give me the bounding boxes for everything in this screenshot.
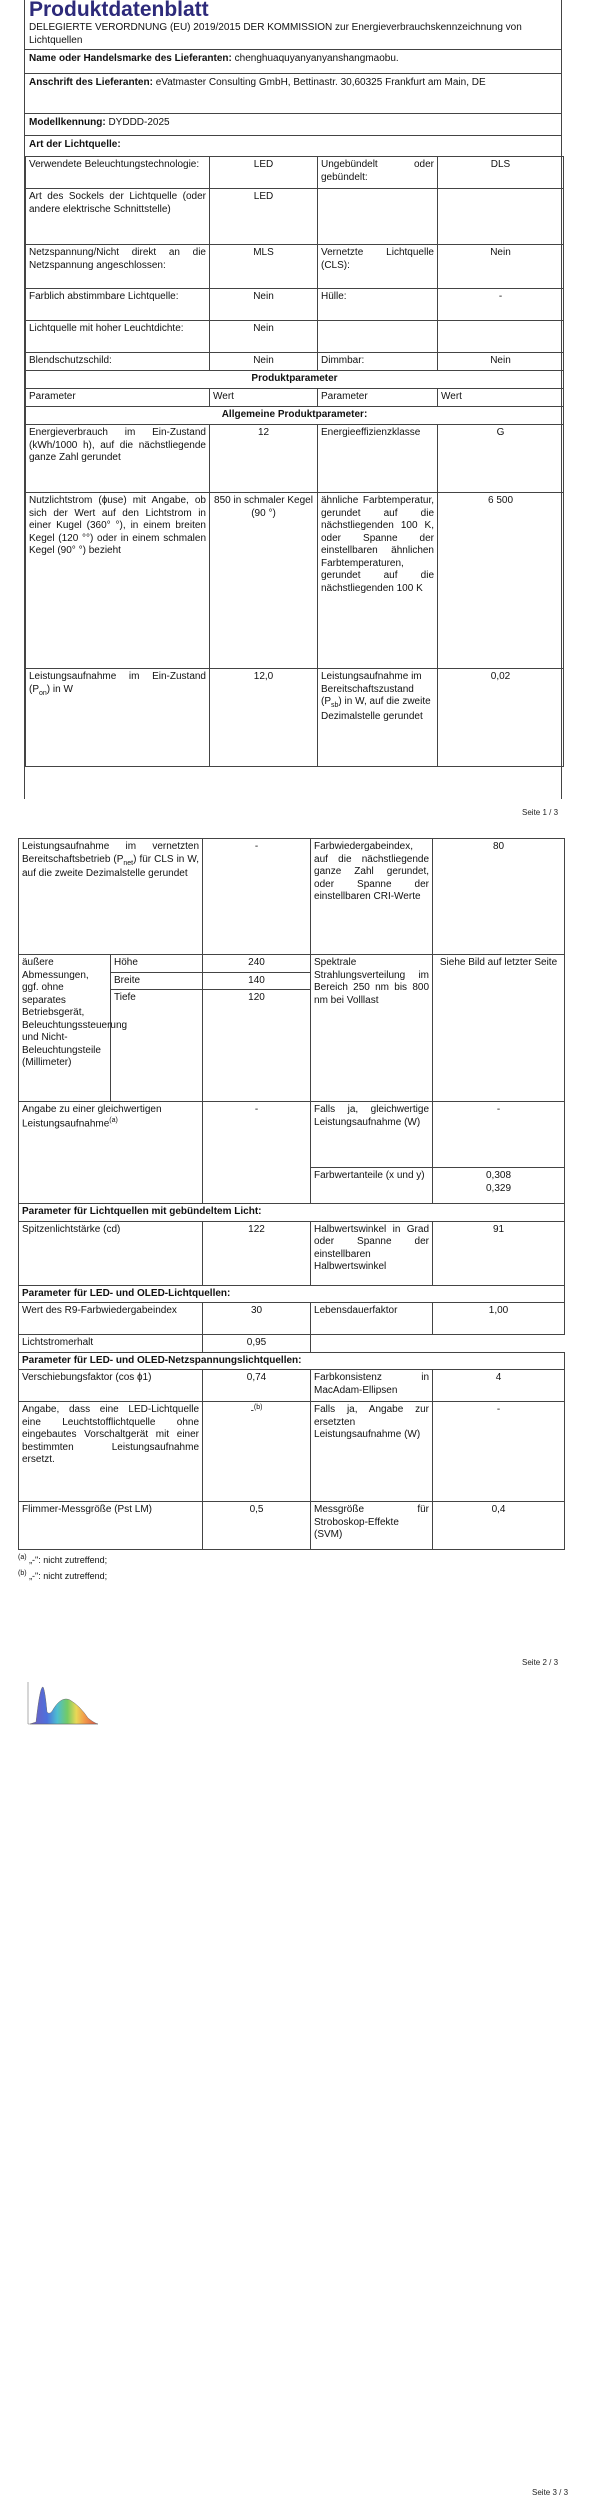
equiv-power-label: Falls ja, gleichwertige Leistungsaufnahme (W) [311, 1102, 433, 1168]
supplier-address-row [25, 74, 561, 114]
beam-angle-label: Halbwertswinkel in Grad oder Spanne der einstellbaren Halbwertswinkel [311, 1221, 433, 1285]
column-header: Wert [210, 389, 318, 407]
replacement-power-label: Falls ja, Angabe zur ersetzten Leistungsaufnahme (W) [311, 1402, 433, 1502]
dims-depth-label: Tiefe [111, 990, 203, 1102]
led-header: Parameter für LED- und OLED-Lichtquellen: [19, 1285, 565, 1303]
column-header-row [26, 389, 564, 407]
page-2-frame [18, 838, 564, 1583]
dimensions-label: äußere Abmessungen, ggf. ohne separates Betriebsgerät, Beleuchtungssteuerung und Nicht-Beleuchtungsteile (Millimeter) [19, 955, 111, 1102]
row-value: - [438, 289, 564, 321]
row-value: 6 500 [438, 493, 564, 669]
supplier-name-label: Name oder Handelsmarke des Lieferanten: [29, 53, 232, 64]
table-row [19, 1335, 565, 1353]
table-row [19, 1303, 565, 1335]
spd-value: Siehe Bild auf letzter Seite [433, 955, 565, 1102]
dims-depth-value: 120 [203, 990, 311, 1102]
row-label: Ungebündelt oder gebündelt: [318, 157, 438, 189]
header-block [25, 0, 561, 50]
row-label [318, 321, 438, 353]
product-params-header: Produktparameter [26, 371, 564, 389]
row-label: Nutzlichtstrom (ɸuse) mit Angabe, ob sich der Wert auf den Lichtstrom in einer Kugel (360° °), in einem breiten Kegel (120 °°) oder in einem schmalen Kegel (90° °) bezieht [26, 493, 210, 669]
footnote-b: $^{(b)}$ „-": nicht zutreffend; [18, 1570, 108, 1582]
row-value: 12 [210, 425, 318, 493]
model-value: DYDDD-2025 [108, 117, 170, 128]
row-label: Energieverbrauch im Ein-Zustand (kWh/1000 h), auf die nächstliegende ganze Zahl gerundet [26, 425, 210, 493]
replacement-power-value: - [433, 1402, 565, 1502]
column-header: Wert [438, 389, 564, 407]
svm-value: 0,4 [433, 1502, 565, 1550]
equiv-value: - [203, 1102, 311, 1204]
lumen-maintenance-label: Lichtstromerhalt [19, 1335, 203, 1353]
row-label: Lichtquelle mit hoher Leuchtdichte: [26, 321, 210, 353]
light-source-type-row [25, 136, 561, 156]
net-standby-value: - [203, 839, 311, 955]
table-row [26, 189, 564, 245]
table-row [26, 157, 564, 189]
standby-power-value: 0,02 [438, 669, 564, 767]
flicker-value: 0,5 [203, 1502, 311, 1550]
mains-header: Parameter für LED- und OLED-Netzspannungslichtquellen: [19, 1352, 565, 1370]
lumen-maintenance-value: 0,95 [203, 1335, 311, 1353]
row-label: Netzspannung/Nicht direkt an die Netzspannung angeschlossen: [26, 245, 210, 289]
row-label: Hülle: [318, 289, 438, 321]
regulation-text: DELEGIERTE VERORDNUNG (EU) 2019/2015 DER KOMMISSION zur Energieverbrauchskennzeichnung von Lichtquellen [29, 22, 522, 46]
page-2 [0, 820, 589, 1670]
equiv-power-value: - [433, 1102, 565, 1168]
table-row [26, 493, 564, 669]
page-1-frame [24, 0, 562, 799]
table-row [26, 289, 564, 321]
table-row [26, 425, 564, 493]
table-row [19, 839, 565, 955]
table-row [26, 669, 564, 767]
row-label: Dimmbar: [318, 353, 438, 371]
row-value: Nein [210, 353, 318, 371]
page-number: Seite 1 / 3 [522, 808, 559, 817]
table-row [19, 1102, 565, 1168]
row-value: Nein [438, 245, 564, 289]
dims-width-value: 140 [203, 972, 311, 990]
table-row [19, 1370, 565, 1402]
onmode-power-label: Leistungsaufnahme im Ein-Zustand $(P_{on})$ in W [26, 669, 210, 767]
light-source-table [25, 156, 564, 767]
dims-height-value: 240 [203, 955, 311, 973]
row-value: 850 in schmaler Kegel (90 °) [210, 493, 318, 669]
row-label: Farblich abstimmbare Lichtquelle: [26, 289, 210, 321]
equiv-label: Angabe zu einer gleichwertigen Leistungsaufnahme$^{(a)}$ [19, 1102, 203, 1204]
row-value: DLS [438, 157, 564, 189]
row-label: Vernetzte Lichtquelle (CLS): [318, 245, 438, 289]
r9-value: 30 [203, 1303, 311, 1335]
table-row [26, 245, 564, 289]
supplier-address-label: Anschrift des Lieferanten: [29, 77, 153, 88]
supplier-name-value: chenghuaquyanyanyanshangmaobu. [234, 53, 399, 64]
table-row [26, 353, 564, 371]
column-header: Parameter [26, 389, 210, 407]
section-header [19, 1204, 565, 1222]
dims-height-label: Höhe [111, 955, 203, 973]
model-label: Modellkennung: [29, 117, 106, 128]
displacement-factor-value: 0,74 [203, 1370, 311, 1402]
color-consistency-value: 4 [433, 1370, 565, 1402]
section-header [19, 1352, 565, 1370]
row-value [438, 189, 564, 245]
peak-intensity-label: Spitzenlichtstärke (cd) [19, 1221, 203, 1285]
row-label: ähnliche Farbtemperatur, gerundet auf die nächstliegenden 100 K, oder Spanne der einstellbaren ähnlichen Farbtemperaturen, gerundet auf die nächstliegenden 100 K [318, 493, 438, 669]
flicker-label: Flimmer-Messgröße (Pst LM) [19, 1502, 203, 1550]
replacement-label: Angabe, dass eine LED-Lichtquelle eine Leuchtstofflichtquelle ohne eingebautes Vorschaltgerät mit einer bestimmten Leistungsaufnahme ersetzt. [19, 1402, 203, 1502]
table-row [19, 955, 565, 973]
row-label: Verwendete Beleuchtungstechnologie: [26, 157, 210, 189]
spd-label: Spektrale Strahlungsverteilung im Bereich 250 nm bis 800 nm bei Volllast [311, 955, 433, 1102]
general-params-header: Allgemeine Produktparameter: [26, 407, 564, 425]
row-value: Nein [210, 289, 318, 321]
page-title: Produktdatenblatt [29, 0, 209, 21]
standby-power-label: Leistungsaufnahme im Bereitschaftszustand $(P_{sb})$ in W, auf die zweite Dezimalstelle gerundet [318, 669, 438, 767]
spectral-distribution-image [22, 1678, 102, 1730]
row-value: LED [210, 157, 318, 189]
replacement-value: -$^{(b)}$ [203, 1402, 311, 1502]
displacement-factor-label: Verschiebungsfaktor (cos ɸ1) [19, 1370, 203, 1402]
page-number: Seite 2 / 3 [522, 1658, 559, 1667]
cri-value: 80 [433, 839, 565, 955]
directional-header: Parameter für Lichtquellen mit gebündeltem Licht: [19, 1204, 565, 1222]
row-label [318, 189, 438, 245]
light-source-type-label: Art der Lichtquelle: [29, 139, 121, 150]
r9-label: Wert des R9-Farbwiedergabeindex [19, 1303, 203, 1335]
column-header: Parameter [318, 389, 438, 407]
chromaticity-label: Farbwertanteile (x und y) [311, 1168, 433, 1204]
row-value: Nein [210, 321, 318, 353]
table-row [26, 321, 564, 353]
model-row [25, 114, 561, 136]
parameters-table-2 [18, 838, 565, 1550]
page-1 [0, 0, 589, 820]
footnote-a: $^{(a)}$ „-": nicht zutreffend; [18, 1554, 108, 1565]
peak-intensity-value: 122 [203, 1221, 311, 1285]
row-value: Nein [438, 353, 564, 371]
cri-label: Farbwiedergabeindex, auf die nächstliegende ganze Zahl gerundet, oder Spanne der einstellbaren CRI-Werte [311, 839, 433, 955]
dims-width-label: Breite [111, 972, 203, 990]
survival-value: 1,00 [433, 1303, 565, 1335]
color-consistency-label: Farbkonsistenz in MacAdam-Ellipsen [311, 1370, 433, 1402]
supplier-name-row [25, 50, 561, 74]
row-label: Energieeffizienzklasse [318, 425, 438, 493]
row-value: LED [210, 189, 318, 245]
chromaticity-value: 0,308 0,329 [433, 1168, 565, 1204]
empty-cell [311, 1335, 565, 1353]
beam-angle-value: 91 [433, 1221, 565, 1285]
svm-label: Messgröße für Stroboskop-Effekte (SVM) [311, 1502, 433, 1550]
row-value [438, 321, 564, 353]
row-value: G [438, 425, 564, 493]
net-standby-label: Leistungsaufnahme im vernetzten Bereitschaftsbetrieb $(P_{net})$ für CLS in W, auf die zweite Dezimalstelle gerundet [19, 839, 203, 955]
spectrum-curve [30, 1687, 98, 1724]
table-row [19, 1502, 565, 1550]
survival-label: Lebensdauerfaktor [311, 1303, 433, 1335]
supplier-address-value: eVatmaster Consulting GmbH, Bettinastr. 30,60325 Frankfurt am Main, DE [155, 77, 486, 88]
section-header [19, 1285, 565, 1303]
page-3 [0, 1670, 589, 2510]
section-header [26, 407, 564, 425]
table-row [19, 1402, 565, 1502]
onmode-power-value: 12,0 [210, 669, 318, 767]
row-value: MLS [210, 245, 318, 289]
page-number: Seite 3 / 3 [532, 2488, 569, 2497]
table-row [19, 1221, 565, 1285]
row-label: Art des Sockels der Lichtquelle (oder andere elektrische Schnittstelle) [26, 189, 210, 245]
row-label: Blendschutzschild: [26, 353, 210, 371]
section-header [26, 371, 564, 389]
